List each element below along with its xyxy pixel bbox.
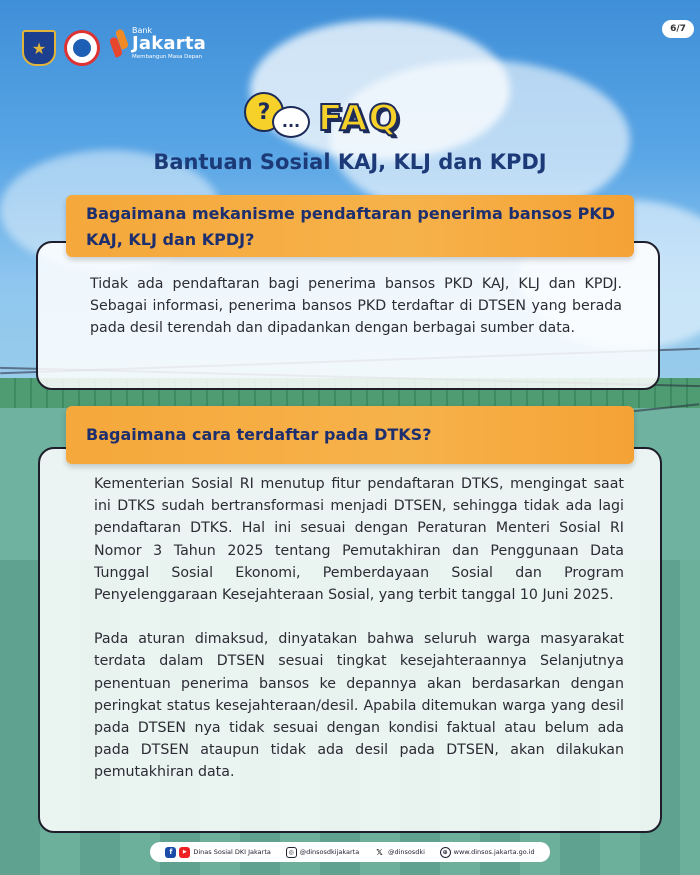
footer-x-item[interactable] [374, 847, 425, 858]
globe-icon: ⊕ [440, 847, 451, 858]
footer-social-item[interactable] [165, 847, 271, 858]
page-indicator: 6/7 [662, 20, 694, 38]
bank-jakarta-logo [112, 27, 206, 61]
page-subtitle: Bantuan Sosial KAJ, KLJ dan KPDJ [153, 150, 547, 174]
bank-jakarta-mark-icon [112, 29, 128, 59]
faq-question-2: Bagaimana cara terdaftar pada DTKS? [66, 406, 634, 464]
footer-social-label: Dinas Sosial DKI Jakarta [193, 848, 271, 856]
faq-chat-bubbles-icon [244, 92, 310, 140]
footer-instagram-item[interactable] [286, 847, 360, 858]
bank-tagline: Membangun Masa Depan [132, 54, 203, 60]
bank-label-name: Jakarta [132, 33, 206, 54]
faq-question-1: Bagaimana mekanisme pendaftaran penerima bansos PKD KAJ, KLJ dan KPDJ? [66, 195, 634, 257]
x-icon: 𝕏 [376, 847, 383, 857]
footer-website-label: www.dinsos.jakarta.go.id [453, 848, 535, 856]
facebook-icon: f [165, 847, 176, 858]
dinsos-logo [64, 30, 100, 66]
instagram-icon: ◎ [286, 847, 297, 858]
social-footer [150, 842, 550, 862]
ellipsis-bubble-icon: ... [272, 106, 310, 138]
bank-label-small: Bank [132, 26, 153, 35]
footer-x-label: @dinsosdki [387, 848, 425, 856]
faq-answer-1-paragraph-1: Tidak ada pendaftaran bagi penerima bansos PKD KAJ, KLJ dan KPDJ. Sebagai informasi, penerima bansos PKD terdaftar di DTSEN yang berada pada desil terendah dan dipadankan dengan berbagai sumber data. [90, 276, 622, 337]
dki-jakarta-logo: ★ [22, 30, 56, 66]
youtube-icon: ▶ [179, 847, 190, 858]
faq-answer-1 [36, 241, 660, 390]
faq-answer-2 [38, 447, 662, 833]
footer-instagram-label: @dinsosdkijakarta [299, 848, 360, 856]
question-bubble-icon: ? [244, 92, 284, 132]
faq-heading: FAQ [318, 98, 400, 139]
faq-answer-2-paragraph-1: Kementerian Sosial RI menutup fitur pendaftaran DTKS, mengingat saat ini DTKS sudah bertransformasi menjadi DTSEN, sehingga tidak ada lagi pendaftaran DTKS. Hal ini sesuai dengan Peraturan Menteri Sosial RI Nomor 3 Tahun 2025 tentang Pemutakhiran dan Penggunaan Data Tunggal Sosial Ekonomi, Pemberdayaan Sosial dan Program Penyelenggaraan Kesejahteraan Sosial, yang terbit tanggal 10 Juni 2025. [94, 476, 624, 604]
footer-website-item[interactable] [440, 847, 535, 858]
faq-answer-2-paragraph-2: Pada aturan dimaksud, dinyatakan bahwa seluruh warga masyarakat terdata dalam DTSEN sesuai tingkat kesejahteraannya Selanjutnya penentuan penerima bansos ke depannya akan berdasarkan dengan peringkat status kesejahteraan/desil. Apabila ditemukan warga yang desil pada DTSEN nya tidak sesuai dengan kondisi faktual atau belum ada pada DTSEN ataupun tidak ada desil pada DTSEN, akan dilakukan pemutakhiran data. [94, 631, 624, 781]
